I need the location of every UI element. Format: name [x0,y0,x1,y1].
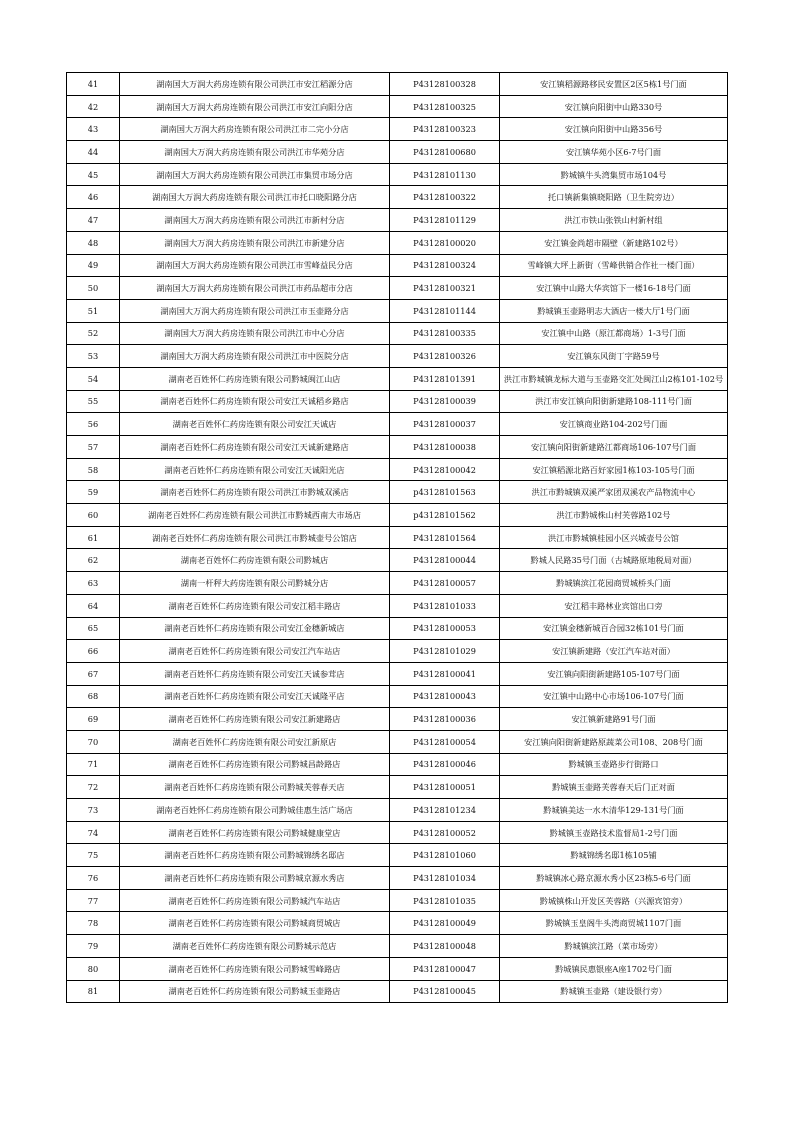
address-cell: 安江镇向阳街中山路356号 [500,118,728,141]
address-cell: 安江镇金穗新城百合园32栋101号门面 [500,617,728,640]
license-code-cell: P43128100321 [390,277,500,300]
store-name-cell: 湖南国大万润大药房连锁有限公司洪江市新建分店 [120,231,390,254]
address-cell: 洪江市黔城镇桂园小区兴城壶号公馆 [500,526,728,549]
row-number-cell: 74 [67,821,120,844]
row-number-cell: 46 [67,186,120,209]
address-cell: 安江镇稻源路移民安置区2区5栋1号门面 [500,73,728,96]
store-name-cell: 湖南老百姓怀仁药房连锁有限公司安江天诚阳光店 [120,458,390,481]
table-row [67,980,728,1003]
address-cell: 黔城人民路35号门面（古城路原地税局对面） [500,549,728,572]
address-cell: 黔城镇玉皇阁牛头湾商贸城1107门面 [500,912,728,935]
store-name-cell: 湖南老百姓怀仁药房连锁有限公司黔城闽江山店 [120,367,390,390]
address-cell: 黔城镇玉壶路步行街路口 [500,753,728,776]
row-number-cell: 44 [67,141,120,164]
license-code-cell: P43128101033 [390,594,500,617]
store-name-cell: 湖南老百姓怀仁药房连锁有限公司安江天诚新建路店 [120,436,390,459]
address-cell: 托口镇新集镇晓阳路（卫生院旁边） [500,186,728,209]
table-row [67,231,728,254]
table-row [67,390,728,413]
address-cell: 安江镇稻源北路百好家园1栋103-105号门面 [500,458,728,481]
address-cell: 黔城镇冰心路京源水秀小区23栋5-6号门面 [500,867,728,890]
address-cell: 安江镇中山路大华宾馆下一楼16-18号门面 [500,277,728,300]
address-cell: 雪峰镇大坪上新街（雪峰供销合作社一楼门面） [500,254,728,277]
address-cell: 黔城镇美达一水木清华129-131号门面 [500,799,728,822]
row-number-cell: 53 [67,345,120,368]
license-code-cell: P43128100326 [390,345,500,368]
pharmacy-registry-table [66,72,728,1003]
store-name-cell: 湖南老百姓怀仁药房连锁有限公司黔城健康堂店 [120,821,390,844]
row-number-cell: 60 [67,504,120,527]
store-name-cell: 湖南老百姓怀仁药房连锁有限公司黔城昌龄路店 [120,753,390,776]
license-code-cell: P43128100325 [390,95,500,118]
row-number-cell: 51 [67,299,120,322]
row-number-cell: 68 [67,685,120,708]
row-number-cell: 43 [67,118,120,141]
table-row [67,254,728,277]
table-row [67,753,728,776]
address-cell: 洪江市黔城镇龙标大道与玉壶路交汇处闽江山2栋101-102号 [500,367,728,390]
table-row [67,345,728,368]
table-row [67,141,728,164]
row-number-cell: 50 [67,277,120,300]
store-name-cell: 湖南老百姓怀仁药房连锁有限公司黔城佳惠生活广场店 [120,799,390,822]
table-row [67,912,728,935]
store-name-cell: 湖南老百姓怀仁药房连锁有限公司安江天诚参茸店 [120,662,390,685]
table-row [67,572,728,595]
table-row [67,118,728,141]
license-code-cell: P43128101391 [390,367,500,390]
row-number-cell: 66 [67,640,120,663]
address-cell: 安江镇东风街丁字路59号 [500,345,728,368]
row-number-cell: 55 [67,390,120,413]
table-row [67,367,728,390]
table-row [67,889,728,912]
table-row [67,322,728,345]
row-number-cell: 78 [67,912,120,935]
address-cell: 安江镇金尚超市隔壁（新建路102号） [500,231,728,254]
license-code-cell: P43128100057 [390,572,500,595]
row-number-cell: 81 [67,980,120,1003]
table-body [67,73,728,1003]
row-number-cell: 45 [67,163,120,186]
store-name-cell: 湖南老百姓怀仁药房连锁有限公司黔城示范店 [120,935,390,958]
store-name-cell: 湖南老百姓怀仁药房连锁有限公司洪江市黔城壶号公馆店 [120,526,390,549]
row-number-cell: 41 [67,73,120,96]
address-cell: 安江镇商业路104-202号门面 [500,413,728,436]
store-name-cell: 湖南国大万润大药房连锁有限公司洪江市中心分店 [120,322,390,345]
license-code-cell: P43128100036 [390,708,500,731]
address-cell: 黔城镇玉壶路（建设银行旁） [500,980,728,1003]
license-code-cell: P43128100051 [390,776,500,799]
address-cell: 洪江市铁山张铁山村新村组 [500,209,728,232]
license-code-cell: P43128100324 [390,254,500,277]
row-number-cell: 62 [67,549,120,572]
license-code-cell: P43128101034 [390,867,500,890]
store-name-cell: 湖南老百姓怀仁药房连锁有限公司安江汽车站店 [120,640,390,663]
table-row [67,640,728,663]
row-number-cell: 76 [67,867,120,890]
store-name-cell: 湖南老百姓怀仁药房连锁有限公司黔城锦绣名邸店 [120,844,390,867]
store-name-cell: 湖南老百姓怀仁药房连锁有限公司安江金穗新城店 [120,617,390,640]
store-name-cell: 湖南老百姓怀仁药房连锁有限公司安江稻丰路店 [120,594,390,617]
address-cell: 安江镇向阳街中山路330号 [500,95,728,118]
table-row [67,504,728,527]
row-number-cell: 71 [67,753,120,776]
store-name-cell: 湖南老百姓怀仁药房连锁有限公司洪江市黔城西南大市场店 [120,504,390,527]
table-row [67,844,728,867]
address-cell: 黔城锦绣名邸1栋105铺 [500,844,728,867]
license-code-cell: P43128100048 [390,935,500,958]
row-number-cell: 63 [67,572,120,595]
store-name-cell: 湖南老百姓怀仁药房连锁有限公司安江天诚稻乡路店 [120,390,390,413]
license-code-cell: P43128100042 [390,458,500,481]
license-code-cell: P43128101130 [390,163,500,186]
license-code-cell: P43128100052 [390,821,500,844]
store-name-cell: 湖南老百姓怀仁药房连锁有限公司黔城汽车站店 [120,889,390,912]
license-code-cell: P43128100328 [390,73,500,96]
table-row [67,458,728,481]
row-number-cell: 54 [67,367,120,390]
row-number-cell: 61 [67,526,120,549]
store-name-cell: 湖南老百姓怀仁药房连锁有限公司黔城商贸城店 [120,912,390,935]
store-name-cell: 湖南国大万润大药房连锁有限公司洪江市安江稻源分店 [120,73,390,96]
store-name-cell: 湖南老百姓怀仁药房连锁有限公司黔城雪峰路店 [120,957,390,980]
license-code-cell: P43128100053 [390,617,500,640]
license-code-cell: P43128100020 [390,231,500,254]
store-name-cell: 湖南老百姓怀仁药房连锁有限公司安江天诚隆平店 [120,685,390,708]
store-name-cell: 湖南老百姓怀仁药房连锁有限公司安江天诚店 [120,413,390,436]
store-name-cell: 湖南国大万润大药房连锁有限公司洪江市药品超市分店 [120,277,390,300]
store-name-cell: 湖南国大万润大药房连锁有限公司洪江市中医院分店 [120,345,390,368]
address-cell: 安江镇新建路91号门面 [500,708,728,731]
table-row [67,617,728,640]
table-row [67,95,728,118]
address-cell: 黔城镇民惠银座A座1702号门面 [500,957,728,980]
row-number-cell: 73 [67,799,120,822]
store-name-cell: 湖南一杆秤大药房连锁有限公司黔城分店 [120,572,390,595]
address-cell: 黔城镇滨江花园商贸城桥头门面 [500,572,728,595]
address-cell: 安江镇华苑小区6-7号门面 [500,141,728,164]
license-code-cell: P43128100037 [390,413,500,436]
store-name-cell: 湖南老百姓怀仁药房连锁有限公司黔城玉壶路店 [120,980,390,1003]
license-code-cell: P43128100039 [390,390,500,413]
license-code-cell: p43128101563 [390,481,500,504]
row-number-cell: 42 [67,95,120,118]
address-cell: 黔城镇玉壶路技术监督局1-2号门面 [500,821,728,844]
license-code-cell: P43128100038 [390,436,500,459]
license-code-cell: P43128100680 [390,141,500,164]
row-number-cell: 70 [67,730,120,753]
table-row [67,708,728,731]
store-name-cell: 湖南国大万润大药房连锁有限公司洪江市托口晓阳路分店 [120,186,390,209]
row-number-cell: 67 [67,662,120,685]
license-code-cell: P43128100046 [390,753,500,776]
license-code-cell: P43128101144 [390,299,500,322]
row-number-cell: 57 [67,436,120,459]
store-name-cell: 湖南国大万润大药房连锁有限公司洪江市二完小分店 [120,118,390,141]
row-number-cell: 72 [67,776,120,799]
table-row [67,481,728,504]
table-row [67,685,728,708]
table-row [67,662,728,685]
license-code-cell: P43128100054 [390,730,500,753]
row-number-cell: 47 [67,209,120,232]
table-row [67,867,728,890]
table-row [67,594,728,617]
license-code-cell: p43128101562 [390,504,500,527]
license-code-cell: P43128101060 [390,844,500,867]
row-number-cell: 59 [67,481,120,504]
address-cell: 安江镇向阳街新建路原蔬菜公司108、208号门面 [500,730,728,753]
license-code-cell: P43128100044 [390,549,500,572]
address-cell: 安江镇中山路中心市场106-107号门面 [500,685,728,708]
address-cell: 安江镇向阳街新建路江都商场106-107号门面 [500,436,728,459]
row-number-cell: 65 [67,617,120,640]
table-row [67,526,728,549]
license-code-cell: P43128101035 [390,889,500,912]
store-name-cell: 湖南国大万润大药房连锁有限公司洪江市雪峰益民分店 [120,254,390,277]
store-name-cell: 湖南国大万润大药房连锁有限公司洪江市新村分店 [120,209,390,232]
table-row [67,209,728,232]
store-name-cell: 湖南国大万润大药房连锁有限公司洪江市安江向阳分店 [120,95,390,118]
table-row [67,935,728,958]
row-number-cell: 52 [67,322,120,345]
row-number-cell: 79 [67,935,120,958]
license-code-cell: P43128100335 [390,322,500,345]
store-name-cell: 湖南老百姓怀仁药房连锁有限公司黔城京源水秀店 [120,867,390,890]
store-name-cell: 湖南国大万润大药房连锁有限公司洪江市集贸市场分店 [120,163,390,186]
address-cell: 安江稻丰路林业宾馆出口旁 [500,594,728,617]
license-code-cell: P43128101129 [390,209,500,232]
license-code-cell: P43128100049 [390,912,500,935]
license-code-cell: P43128100041 [390,662,500,685]
store-name-cell: 湖南老百姓怀仁药房连锁有限公司洪江市黔城双溪店 [120,481,390,504]
license-code-cell: P43128101564 [390,526,500,549]
row-number-cell: 64 [67,594,120,617]
row-number-cell: 77 [67,889,120,912]
table-row [67,957,728,980]
address-cell: 黔城镇株山开发区芙蓉路（兴源宾馆旁） [500,889,728,912]
table-row [67,549,728,572]
row-number-cell: 69 [67,708,120,731]
address-cell: 黔城镇玉壶路芙蓉春天后门正对面 [500,776,728,799]
table-row [67,163,728,186]
row-number-cell: 58 [67,458,120,481]
row-number-cell: 49 [67,254,120,277]
license-code-cell: P43128100047 [390,957,500,980]
row-number-cell: 56 [67,413,120,436]
store-name-cell: 湖南老百姓怀仁药房连锁有限公司安江新原店 [120,730,390,753]
table-row [67,299,728,322]
address-cell: 安江镇中山路（原江都商场）1-3号门面 [500,322,728,345]
table-row [67,821,728,844]
table-row [67,73,728,96]
address-cell: 洪江市黔城株山村芙蓉路102号 [500,504,728,527]
address-cell: 黔城镇玉壶路明志大酒店一楼大厅1号门面 [500,299,728,322]
store-name-cell: 湖南国大万润大药房连锁有限公司洪江市玉壶路分店 [120,299,390,322]
table-row [67,277,728,300]
license-code-cell: P43128101234 [390,799,500,822]
table-row [67,730,728,753]
table-row [67,776,728,799]
table-row [67,413,728,436]
store-name-cell: 湖南老百姓怀仁药房连锁有限公司黔城店 [120,549,390,572]
address-cell: 黔城镇滨江路（菜市场旁） [500,935,728,958]
store-name-cell: 湖南老百姓怀仁药房连锁有限公司黔城芙蓉春天店 [120,776,390,799]
table-row [67,436,728,459]
address-cell: 安江镇向阳街新建路105-107号门面 [500,662,728,685]
address-cell: 安江镇新建路（安江汽车站对面） [500,640,728,663]
address-cell: 洪江市安江镇向阳街新建路108-111号门面 [500,390,728,413]
row-number-cell: 80 [67,957,120,980]
license-code-cell: P43128100323 [390,118,500,141]
license-code-cell: P43128100322 [390,186,500,209]
license-code-cell: P43128101029 [390,640,500,663]
table-row [67,799,728,822]
row-number-cell: 48 [67,231,120,254]
table-row [67,186,728,209]
row-number-cell: 75 [67,844,120,867]
address-cell: 洪江市黔城镇双溪严家团双溪农产品物流中心 [500,481,728,504]
store-name-cell: 湖南国大万润大药房连锁有限公司洪江市华苑分店 [120,141,390,164]
license-code-cell: P43128100045 [390,980,500,1003]
address-cell: 黔城镇牛头湾集贸市场104号 [500,163,728,186]
license-code-cell: P43128100043 [390,685,500,708]
store-name-cell: 湖南老百姓怀仁药房连锁有限公司安江新建路店 [120,708,390,731]
